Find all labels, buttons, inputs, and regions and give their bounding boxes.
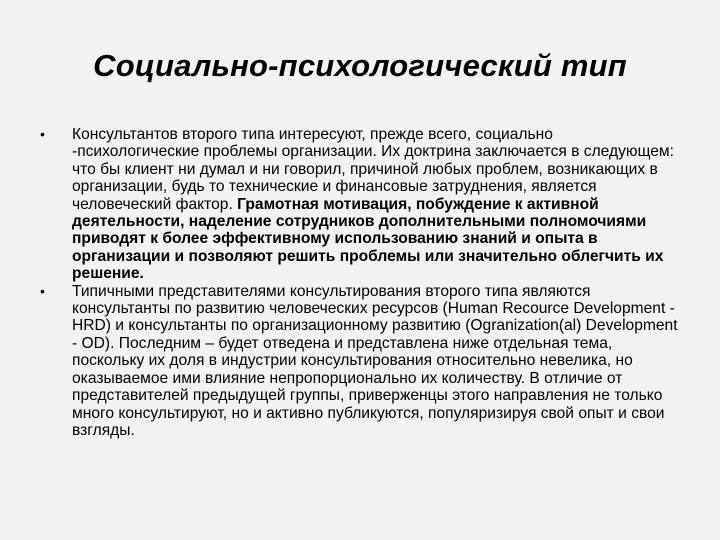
bullet-1-bold-text: Грамотная мотивация, побуждение к активной деятельности, наделение сотрудников дополнительными полномочиями приводят к более эффективному использованию знаний и опыта в организации и позволяют решить проблемы или значительно облегчить их решение. — [72, 195, 664, 283]
bullet-marker: • — [40, 282, 45, 299]
bullet-list — [40, 126, 680, 439]
bullet-item-2 — [40, 283, 680, 440]
slide-title: Социально-психологический тип — [93, 48, 627, 83]
bullet-item-1 — [40, 126, 680, 283]
bullet-2-text: Типичными представителями консультирования второго типа являются консультанты по развитию человеческих ресурсов (Human Recource Development - HRD) и консультанты по организационному развитию (Ogranization(al) Development - OD). Последним – будет отведена и представлена ниже отдельная тема, поскольку их доля в индустрии консультирования относительно невелика, но оказываемое ими влияние непропорционально их количеству. В отличие от представителей предыдущей группы, приверженцы этого направления не только много консультируют, но и активно публикуются, популяризируя свой опыт и свои взгляды. — [72, 282, 678, 439]
bullet-marker: • — [40, 126, 45, 142]
bullet-1-text: Консультантов второго типа интересуют, прежде всего, социально -психологические проблемы организации. Их доктрина заключается в следующем: что бы клиент ни думал и ни говорил, причиной любых проблем, возникающих в организации, будь то технические и финансовые затруднения, является человеческий фактор. — [72, 126, 674, 213]
